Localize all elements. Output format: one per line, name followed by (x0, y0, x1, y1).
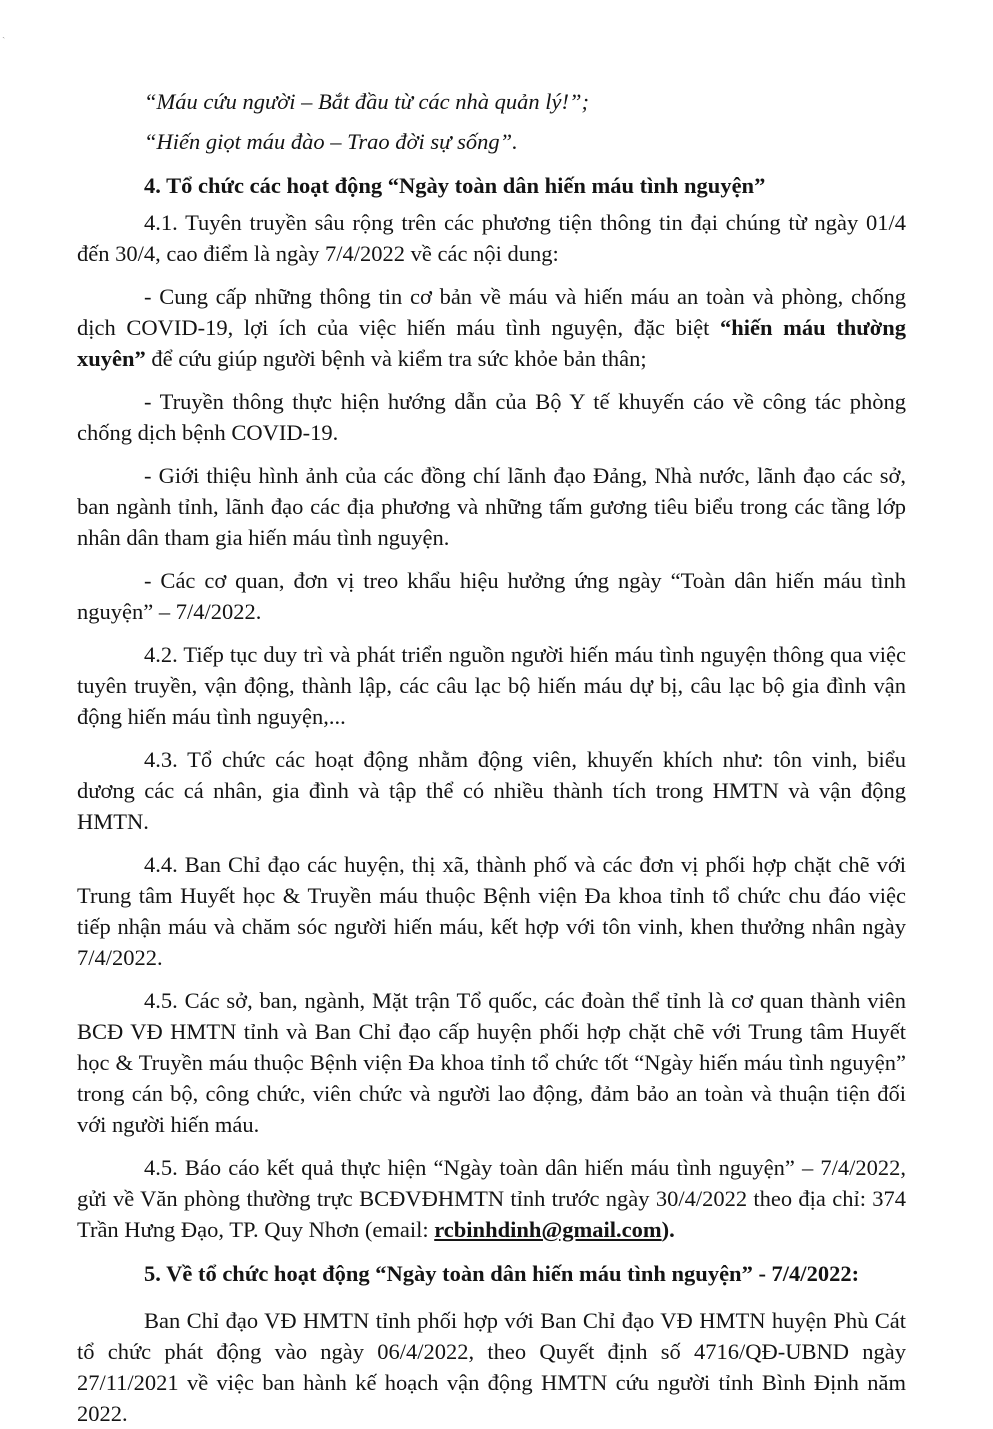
paragraph-4-3: 4.3. Tổ chức các hoạt động nhằm động viên, khuyến khích như: tôn vinh, biểu dương các cá nhân, gia đình và tập thể có nhiều thành tích trong HMTN và vận động HMTN. (77, 747, 906, 834)
report-text: 4.5. Báo cáo kết quả thực hiện “Ngày toàn dân hiến máu tình nguyện” – 7/4/2022, gửi về Văn phòng thường trực BCĐVĐHMTN tỉnh trước ngày 30/4/2022 theo địa chỉ: 374 Trần Hưng Đạo, TP. Quy Nhơn (email: (77, 1155, 906, 1242)
report-text-end: ). (661, 1217, 675, 1242)
bullet-3: - Giới thiệu hình ảnh của các đồng chí lãnh đạo Đảng, Nhà nước, lãnh đạo các sở, ban ngành tỉnh, lãnh đạo các địa phương và những tấm gương tiêu biểu trong các tầng lớp nhân dân tham gia hiến máu tình nguyện. (77, 463, 906, 550)
paragraph-4-5-report (77, 1152, 906, 1245)
paragraph-4-4: 4.4. Ban Chỉ đạo các huyện, thị xã, thành phố và các đơn vị phối hợp chặt chẽ với Trung tâm Huyết học & Truyền máu thuộc Bệnh viện Đa khoa tỉnh tổ chức chu đáo việc tiếp nhận máu và chăm sóc người hiến máu, kết hợp với tôn vinh, khen thưởng nhân ngày 7/4/2022. (77, 852, 906, 970)
scan-mark: ˎ (2, 28, 6, 39)
section-5-heading: 5. Về tổ chức hoạt động “Ngày toàn dân hiến máu tình nguyện” - 7/4/2022: (144, 1261, 860, 1286)
paragraph-4-2: 4.2. Tiếp tục duy trì và phát triển nguồn người hiến máu tình nguyện thông qua việc tuyên truyền, vận động, thành lập, các câu lạc bộ hiến máu dự bị, câu lạc bộ gia đình vận động hiến máu tình nguyện,... (77, 642, 906, 729)
bullet-2: - Truyền thông thực hiện hướng dẫn của Bộ Y tế khuyến cáo về công tác phòng chống dịch bệnh COVID-19. (77, 389, 906, 445)
paragraph-4-1: 4.1. Tuyên truyền sâu rộng trên các phương tiện thông tin đại chúng từ ngày 01/4 đến 30/4, cao điểm là ngày 7/4/2022 về các nội dung: (77, 210, 906, 266)
bullet-1-text-a: - Cung cấp những thông tin cơ bản về máu và hiến máu an toàn và phòng, chống dịch COVID-19, lợi ích của việc hiến máu tình nguyện, đặc biệt (77, 284, 906, 340)
section-5-body: Ban Chỉ đạo VĐ HMTN tỉnh phối hợp với Ban Chỉ đạo VĐ HMTN huyện Phù Cát tổ chức phát động vào ngày 06/4/2022, theo Quyết định số 4716/QĐ-UBND ngày 27/11/2021 về việc ban hành kế hoạch vận động HMTN cứu người tỉnh Bình Định năm 2022. (77, 1308, 906, 1426)
bullet-1-emphasis: “hiến máu thường xuyên” (77, 315, 906, 371)
paragraph-4-5: 4.5. Các sở, ban, ngành, Mặt trận Tổ quốc, các đoàn thể tỉnh là cơ quan thành viên BCĐ VĐ HMTN tỉnh và Ban Chỉ đạo cấp huyện phối hợp chặt chẽ với Trung tâm Huyết học & Truyền máu thuộc Bệnh viện Đa khoa tỉnh tổ chức tốt “Ngày hiến máu tình nguyện” trong cán bộ, công chức, viên chức và người lao động, đảm bảo an toàn và thuận tiện đối với người hiến máu. (77, 988, 906, 1137)
slogan-quote-1: “Máu cứu người – Bắt đầu từ các nhà quản lý!”; (144, 89, 590, 114)
document-body (77, 86, 906, 1429)
bullet-1 (77, 281, 906, 374)
email-link[interactable]: rcbinhdinh@gmail.com (434, 1217, 662, 1242)
bullet-4: - Các cơ quan, đơn vị treo khẩu hiệu hưởng ứng ngày “Toàn dân hiến máu tình nguyện” – 7/4/2022. (77, 568, 906, 624)
section-4-heading: 4. Tổ chức các hoạt động “Ngày toàn dân hiến máu tình nguyện” (144, 173, 766, 198)
slogan-quote-2: “Hiến giọt máu đào – Trao đời sự sống”. (144, 129, 518, 154)
bullet-1-text-c: để cứu giúp người bệnh và kiểm tra sức khỏe bản thân; (145, 346, 647, 371)
